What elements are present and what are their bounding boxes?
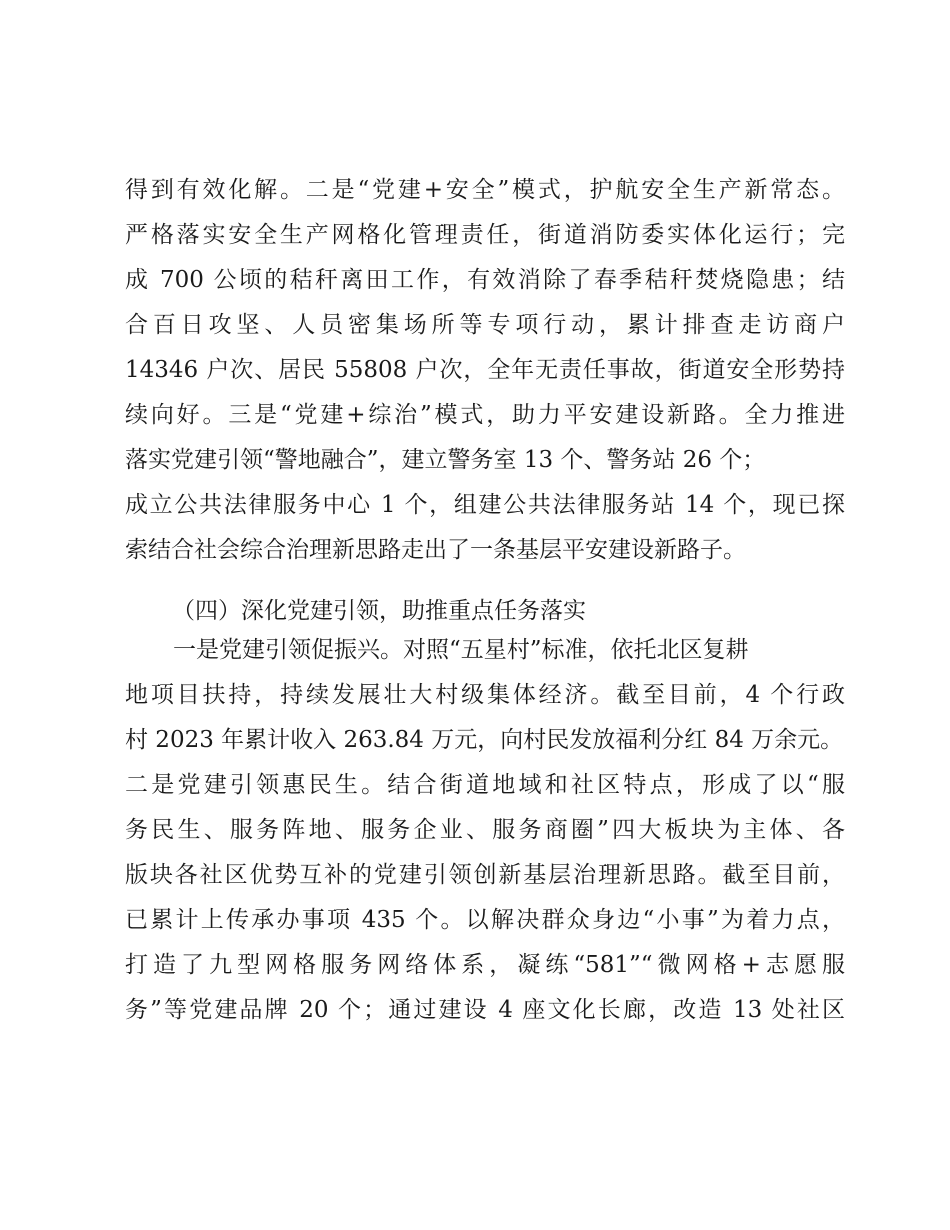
section-heading: （四）深化党建引领，助推重点任务落实 [172, 598, 586, 624]
paragraph-line: 成立公共法律服务中心 1 个，组建公共法律服务站 14 个，现已探 [125, 492, 845, 518]
paragraph-line: 得到有效化解。二是“党建+安全”模式，护航安全生产新常态。 [125, 177, 845, 203]
paragraph-line: 续向好。三是“党建+综治”模式，助力平安建设新路。全力推进 [125, 402, 845, 428]
paragraph-line: 二是党建引领惠民生。结合街道地域和社区特点，形成了以“服 [125, 772, 845, 798]
paragraph-line: 村 2023 年累计收入 263.84 万元，向村民发放福利分红 84 万余元。 [125, 727, 844, 753]
paragraph-line: 合百日攻坚、人员密集场所等专项行动，累计排查走访商户 [125, 312, 845, 338]
paragraph-line: 落实党建引领“警地融合”，建立警务室 13 个、警务站 26 个； [125, 447, 766, 473]
paragraph-line: 版块各社区优势互补的党建引领创新基层治理新思路。截至目前， [125, 862, 845, 888]
paragraph-line: 务民生、服务阵地、服务企业、服务商圈”四大板块为主体、各 [125, 817, 845, 843]
paragraph-line: 一是党建引领促振兴。对照“五星村”标准，依托北区复耕 [173, 637, 749, 663]
paragraph-line: 地项目扶持，持续发展壮大村级集体经济。截至目前，4 个行政 [125, 682, 845, 708]
paragraph-line: 已累计上传承办事项 435 个。以解决群众身边“小事”为着力点， [125, 907, 845, 933]
paragraph-line: 索结合社会综合治理新思路走出了一条基层平安建设新路子。 [125, 537, 746, 563]
paragraph-line: 成 700 公顷的秸秆离田工作，有效消除了春季秸秆焚烧隐患；结 [125, 267, 845, 293]
paragraph-line: 严格落实安全生产网格化管理责任，街道消防委实体化运行；完 [125, 222, 845, 248]
paragraph-line: 务”等党建品牌 20 个；通过建设 4 座文化长廊，改造 13 处社区 [125, 997, 845, 1023]
paragraph-line: 打造了九型网格服务网络体系，凝练“581”“微网格+志愿服 [125, 952, 845, 978]
paragraph-line: 14346 户次、居民 55808 户次，全年无责任事故，街道安全形势持 [125, 357, 845, 383]
